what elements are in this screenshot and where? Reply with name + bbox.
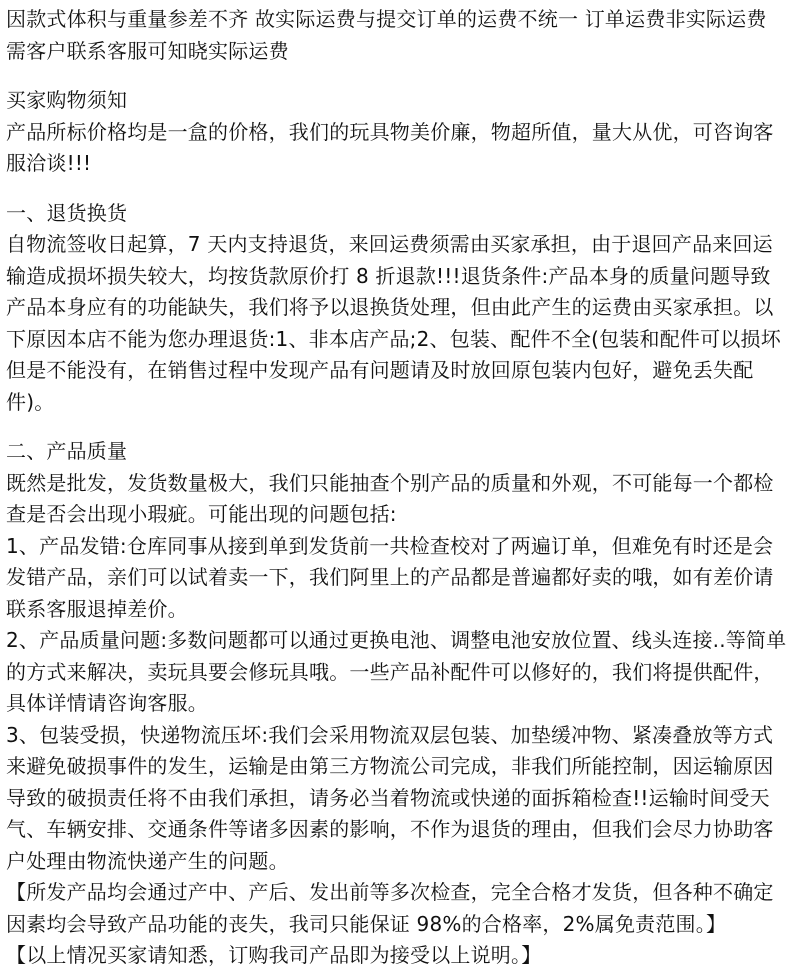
spacer (6, 67, 789, 85)
quality-item-package-damage: 3、包装受损，快递物流压坏:我们会采用物流双层包装、加垫缓冲物、紧凑叠放等方式来避免破损事件的发生，运输是由第三方物流公司完成，非我们所能控制，因运输原因导致的破损责任将不由我们承担，请务必当着物流或快递的面拆箱检查!!运输时间受天气、车辆安排、交通条件等诸多因素的影响，不作为退货的理由，但我们会尽力协助客户处理由物流快递产生的问题。 (6, 722, 774, 873)
quality-item-wrong-product: 1、产品发错:仓库同事从接到单到发货前一共检查校对了两遍订单，但难免有时还是会发错产品，亲们可以试着卖一下，我们阿里上的产品都是普遍都好卖的哦，如有差价请联系客服退掉差价。 (6, 533, 774, 621)
returns-heading: 一、退货换货 (6, 200, 128, 225)
spacer (6, 418, 789, 436)
guarantee-note: 【所发产品均会通过产中、产后、发出前等多次检查，完全合格才发货，但各种不确定因素均会导致产品功能的丧失，我司只能保证 98%的合格率，2%属免责范围。】 (6, 880, 774, 936)
spacer (6, 180, 789, 198)
guide-intro: 产品所标价格均是一盒的价格，我们的玩具物美价廉，物超所值，量大从优，可咨询客服洽谈!!! (6, 119, 774, 175)
quality-intro: 既然是批发，发货数量极大，我们只能抽查个别产品的质量和外观，不可能每一个都检查是否会出现小瑕疵。可能出现的问题包括: (6, 470, 774, 526)
guide-title: 买家购物须知 (6, 88, 128, 112)
quality-item-product-issue: 2、产品质量问题:多数问题都可以通过更换电池、调整电池安放位置、线头连接..等简单的方式来解决，卖玩具要会修玩具哦。一些产品补配件可以修好的，我们将提供配件，具体详情请咨询客服。 (6, 628, 787, 715)
shopping-notice-document (6, 4, 789, 972)
quality-heading: 二、产品质量 (6, 439, 128, 463)
returns-body: 自物流签收日起算，7 天内支持退货，来回运费须需由买家承担，由于退回产品来回运输造成损坏损失较大，均按货款原价打 8 折退款!!!退货条件:产品本身的质量问题导致产品本身应有的功能缺失，我们将予以退换货处理，但由此产生的运费由买家承担。以下原因本店不能为您办理退货:1、非本店产品;2、包装、配件不全(包装和配件可以损坏但是不能没有，在销售过程中发现产品有问题请及时放回原包装内包好，避免丢失配件)。 (6, 232, 781, 414)
shipping-fee-notice: 因款式体积与重量参差不齐 故实际运费与提交订单的运费不统一 订单运费非实际运费 需客户联系客服可知晓实际运费 (6, 7, 767, 63)
closing-note: 【以上情况买家请知悉，订购我司产品即为接受以上说明。】 (6, 943, 542, 967)
